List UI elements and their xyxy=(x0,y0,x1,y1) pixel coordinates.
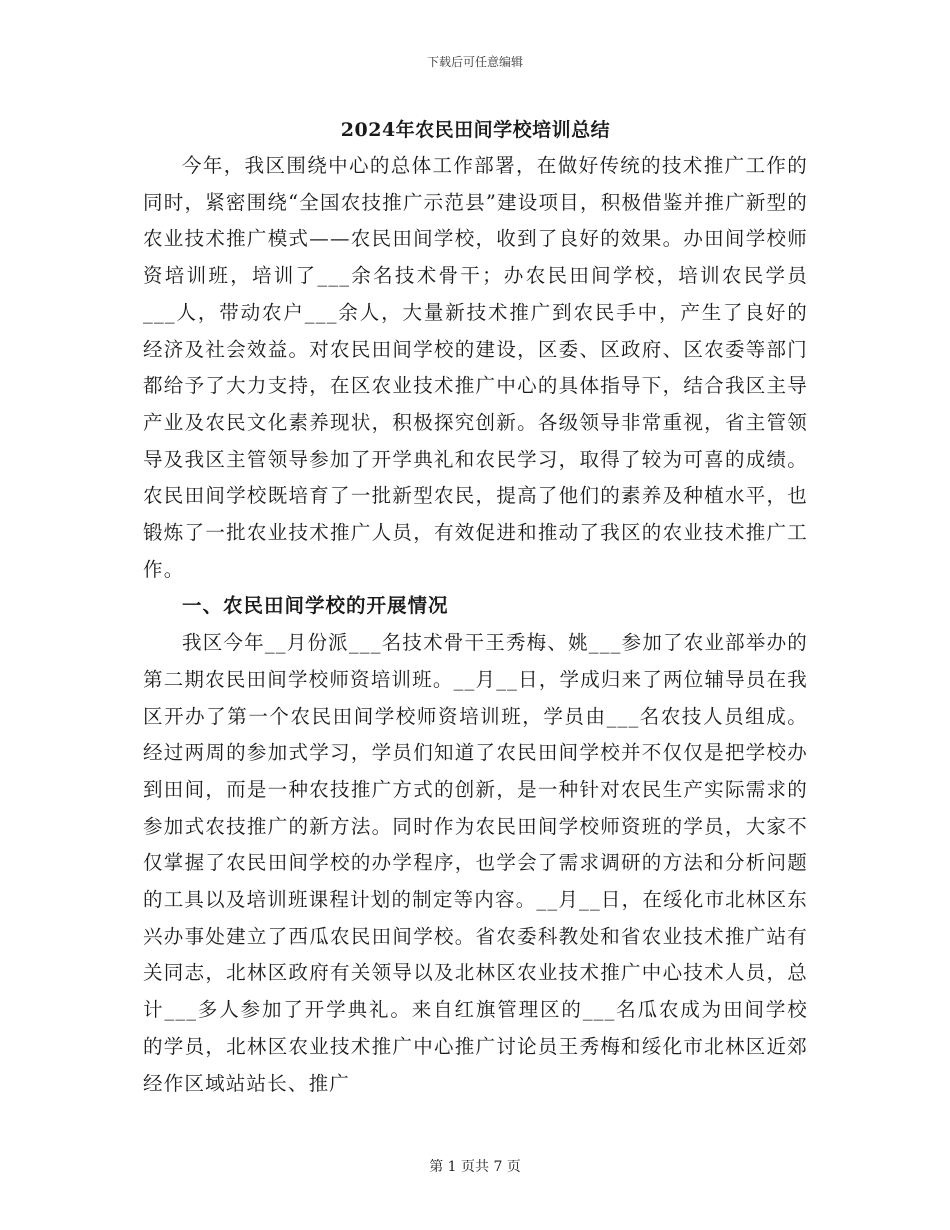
document-body xyxy=(143,112,808,1102)
intro-paragraph: 今年，我区围绕中心的总体工作部署，在做好传统的技术推广工作的同时，紧密围绕“全国农技推广示范县”建设项目，积极借鉴并推广新型的农业技术推广模式——农民田间学校，收到了良好的效果。办田间学校师资培训班，培训了___余名技术骨干；办农民田间学校，培训农民学员___人，带动农户___余人，大量新技术推广到农民手中，产生了良好的经济及社会效益。对农民田间学校的建设，区委、区政府、区农委等部门都给予了大力支持，在区农业技术推广中心的具体指导下，结合我区主导产业及农民文化素养现状，积极探究创新。各级领导非常重视，省主管领导及我区主管领导参加了开学典礼和农民学习，取得了较为可喜的成绩。农民田间学校既培育了一批新型农民，提高了他们的素养及种植水平，也锻炼了一批农业技术推广人员，有效促进和推动了我区的农业技术推广工作。 xyxy=(143,154,808,581)
section-paragraph: 我区今年__月份派___名技术骨干王秀梅、姚___参加了农业部举办的第二期农民田间学校师资培训班。__月__日，学成归来了两位辅导员在我区开办了第一个农民田间学校师资培训班，学员由___名农技人员组成。经过两周的参加式学习，学员们知道了农民田间学校并不仅仅是把学校办到田间，而是一种农技推广方式的创新，是一种针对农民生产实际需求的参加式农技推广的新方法。同时作为农民田间学校师资班的学员，大家不仅掌握了农民田间学校的办学程序，也学会了需求调研的方法和分析问题的工具以及培训班课程计划的制定等内容。__月__日，在绥化市北林区东兴办事处建立了西瓜农民田间学校。省农委科教处和省农业技术推广站有关同志，北林区政府有关领导以及北林区农业技术推广中心技术人员，总计___多人参加了开学典礼。来自红旗管理区的___名瓜农成为田间学校的学员，北林区农业技术推广中心推广讨论员王秀梅和绥化市北林区近郊经作区域站站长、推广 xyxy=(143,631,808,1095)
document-title: 2024年农民田间学校培训总结 xyxy=(340,119,611,141)
header-note: 下载后可任意编辑 xyxy=(426,55,523,69)
page-footer: 第 1 页共 7 页 xyxy=(429,1159,521,1175)
section-heading: 一、农民田间学校的开展情况 xyxy=(182,594,449,618)
